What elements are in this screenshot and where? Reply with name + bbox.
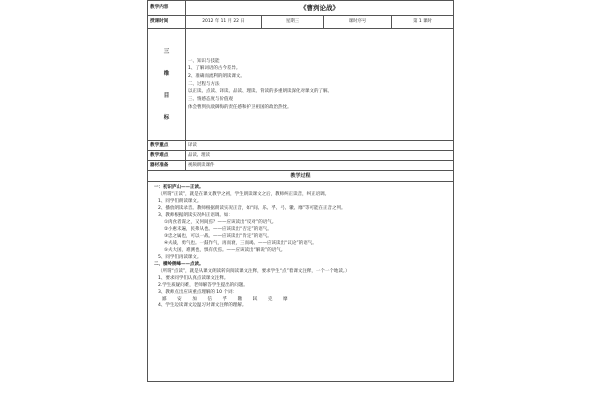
objective-line: 2、准确而流利的朗读课文。 [188,74,245,80]
process-line: 1、要求同学们认真点读课文注释。 [158,275,229,281]
difficulty-row [148,151,454,161]
materials-value: 视频朗读课件 [186,161,454,171]
objectives-content [186,29,454,141]
lesson-title: 《曹刿论战》 [186,1,454,16]
process-line: 2.学生质疑问难，老师解答学生提出的问题。 [158,282,248,288]
content-label: 教学内容 [148,1,186,16]
objective-line: 体会曹刿抗敌御侮的责任感和护卫祖国的政治热忱。 [188,104,292,110]
process-lines [152,185,449,310]
difficulty-value: 品读、理读 [186,151,454,161]
objective-line: 1、了解词语的古今差异。 [188,66,241,72]
process-heading: 教学过程 [148,171,454,182]
key-point-label: 教学重点 [148,141,186,151]
process-heading-row [148,171,454,182]
period-label: 课时序号 [324,16,392,29]
process-content [148,182,454,382]
process-line: （所谓“点读”，就是从课文朗读转向阅读课文注释，要求学生“点”着课文注释，一个一个地读。） [158,268,350,274]
lesson-plan-table [147,0,454,382]
side-char: 标 [163,114,170,121]
date-value: 2012 年 11 月 22 日 [186,16,262,29]
objective-line: 二、过程与方法 [188,81,220,87]
process-line: （所谓“正读”，就是在课文教学之初，学生朗读课文之后，教师纠正读音，纠正语调。 [158,191,330,197]
objective-line: 三、情感态度与价值观 [188,96,233,102]
process-row [148,182,454,382]
process-line: ④夫战，勇气也。一鼓作气，再而衰，三而竭。——应该读出“议论”的语气。 [164,240,317,246]
process-line: ①肉食者谋之，又何间焉？——应该读出“反对”的语气。 [164,219,277,225]
process-section-heading: 二、横岭侧峰——点读。 [154,261,204,267]
objective-line: 以正读、点读、译读、品读、理读、背读的多重朗读深化对课文的了解。 [188,89,332,95]
key-point-row [148,141,454,151]
process-line: ③忠之属也，可以一战。——应该读出“肯定”的语气。 [164,233,272,239]
side-char: 维 [163,70,170,77]
objectives-side-label [148,29,186,141]
process-line: 1、同学们朗读课文。 [158,198,202,204]
objective-line: 一、知识与技能 [188,58,220,64]
materials-label: 器材准备 [148,161,186,171]
key-point-value: 译读 [186,141,454,151]
process-line: 4、学生边读课文边温习对课文注释的理解。 [158,303,247,309]
lesson-plan-page [147,0,453,400]
time-row [148,16,454,29]
side-char: 三 [163,48,170,55]
difficulty-label: 教学难点 [148,151,186,161]
content-row [148,1,454,16]
weekday-value: 星期三 [262,16,324,29]
materials-row [148,161,454,171]
side-char: 目 [163,92,170,99]
process-line: ②小惠未遍，民弗从也。——应该读出“否定”的语气。 [164,226,272,232]
period-value: 第 1 课时 [392,16,454,29]
process-line: 3、教师点出应该重点理解的 10 个词： [158,289,237,295]
process-line: ⑤夫大国，难测也，惧有伏焉。——应该读出“解说”的语气。 [164,247,286,253]
process-line: 3、教师根据朗读实况纠正语调。如： [158,212,233,218]
process-line: 鄙 安 加 信 孚 辙 轼 克 靡 [162,296,293,302]
objectives-row [148,29,454,141]
process-line: 2、播放朗读录音。教师根据朗读实况正音，如“间、乐、孚、弓、辙、靡”等可能在正音之列。 [158,205,346,211]
process-section-heading: 一：初识庐山——正读。 [154,185,204,190]
time-label: 授课时间 [148,16,186,29]
process-line: 5、同学们再读课文。 [158,254,202,260]
